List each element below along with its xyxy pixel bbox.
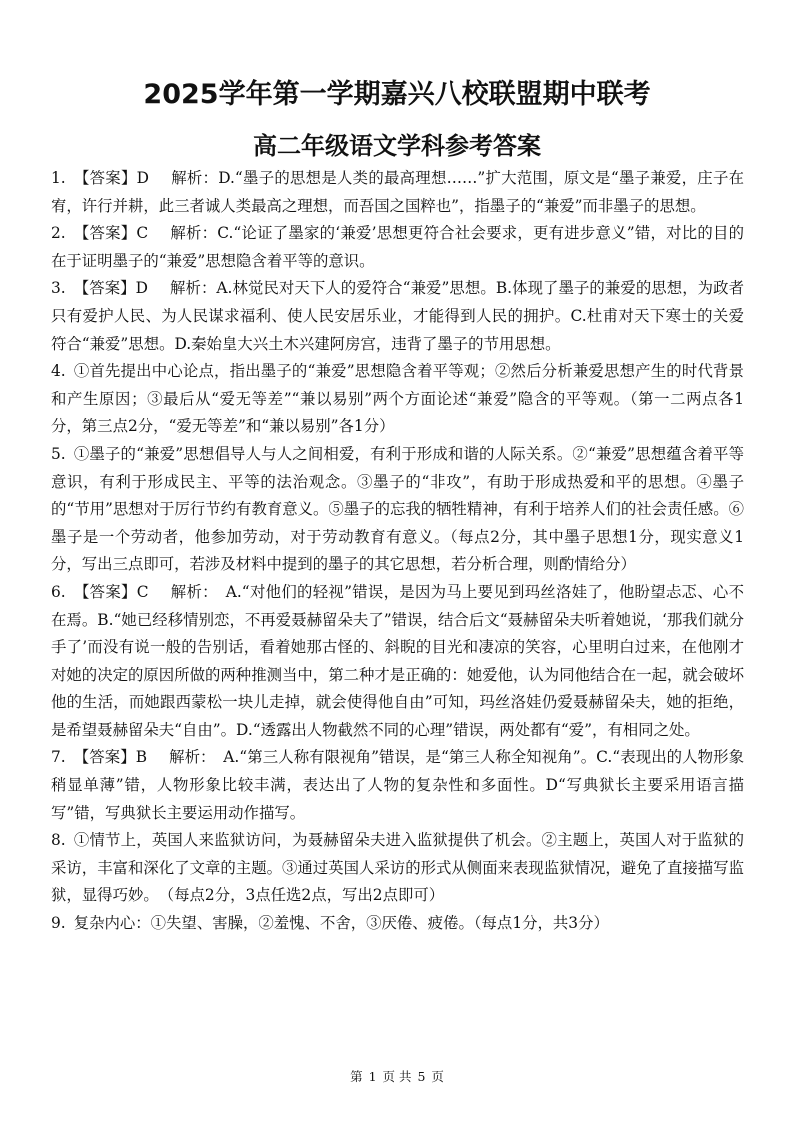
page-footer bbox=[0, 1067, 794, 1085]
item-number: 4. bbox=[51, 362, 66, 381]
answer-item-8 bbox=[51, 827, 744, 910]
item-text: 解析：D.“墨子的思想是人类的最高理想……”扩大范围，原文是“墨子兼爱，庄子在宥，许行并耕，此三者诚人类最高之理想，而吾国之国粹也”，指墨子的“兼爱”而非墨子的思想。 bbox=[51, 169, 744, 215]
item-number: 9. bbox=[51, 914, 66, 933]
page-number: 1 bbox=[368, 1069, 377, 1084]
answer-tag: 【答案】C bbox=[73, 224, 149, 243]
answer-item-6 bbox=[51, 579, 744, 745]
item-number: 7. bbox=[51, 748, 66, 767]
footer-middle: 页 共 bbox=[382, 1069, 412, 1084]
answer-item-4 bbox=[51, 358, 744, 441]
item-number: 6. bbox=[51, 582, 66, 601]
item-text: ①情节上，英国人来监狱访问，为聂赫留朵夫进入监狱提供了机会。②主题上，英国人对于监狱的采访，丰富和深化了文章的主题。③通过英国人采访的形式从侧面来表现监狱情况，避免了直接描写监狱，显得巧妙。 （每点2分，3点任选2点，写出2点即可） bbox=[51, 831, 744, 905]
item-text: 解析： A.“第三人称有限视角”错误，是“第三人称全知视角”。C.“表现出的人物形象稍显单薄”错，人物形象比较丰满，表达出了人物的复杂性和多面性。D“写典狱长主要采用语言描写”错，写典狱长主要运用动作描写。 bbox=[51, 748, 744, 822]
answer-item-7 bbox=[51, 744, 744, 827]
answer-tag: 【答案】D bbox=[73, 279, 148, 298]
item-text: 解析： A.“对他们的轻视”错误，是因为马上要见到玛丝洛娃了，他盼望忐忑、心不在焉。B.“她已经移情别恋，不再爱聂赫留朵夫了”错误，结合后文“聂赫留朵夫听着她说，‘那我们就分手了’而没有说一般的告别话，看着她那古怪的、斜睨的目光和凄凉的笑容，心里明白过来，在他刚才对她的决定的原因所做的两种推测当中，第二种才是正确的：她爱他，认为同他结合在一起，就会破坏他的生活，而她跟西蒙松一块儿走掉，就会使得他自由”可知，玛丝洛娃仍爱聂赫留朵夫，她的拒绝，是希望聂赫留朵夫“自由”。D.“透露出人物截然不同的心理”错误，两处都有“爱”，有相同之处。 bbox=[51, 582, 744, 739]
answer-item-2 bbox=[51, 220, 744, 275]
item-text: 解析：A.林觉民对天下人的爱符合“兼爱”思想。B.体现了墨子的兼爱的思想，为政者只有爱护人民、为人民谋求福利、使人民安居乐业，才能得到人民的拥护。C.杜甫对天下寒士的关爱符合“兼爱”思想。D.秦始皇大兴土木兴建阿房宫，违背了墨子的节用思想。 bbox=[51, 279, 744, 353]
item-number: 1. bbox=[51, 169, 66, 187]
item-text: ①首先提出中心论点，指出墨子的“兼爱”思想隐含着平等观；②然后分析兼爱思想产生的时代背景和产生原因；③最后从“爱无等差”“兼以易别”两个方面论述“兼爱”隐含的平等观。（第一二两点各1分，第三点2分，“爱无等差”和“兼以易别”各1分） bbox=[51, 362, 744, 436]
answer-key-subtitle: 高二年级语文学科参考答案 bbox=[253, 132, 541, 160]
answer-item-3 bbox=[51, 275, 744, 358]
page-total: 5 bbox=[417, 1069, 426, 1084]
answer-item-5 bbox=[51, 441, 744, 579]
item-text: 解析：C.“论证了墨家的‘兼爱’思想更符合社会要求，更有进步意义”错，对比的目的在于证明墨子的“兼爱”思想隐含着平等的意识。 bbox=[51, 224, 745, 270]
item-number: 8. bbox=[51, 831, 66, 850]
item-number: 2. bbox=[51, 224, 66, 243]
footer-suffix: 页 bbox=[431, 1069, 444, 1084]
item-number: 3. bbox=[51, 279, 66, 298]
footer-prefix: 第 bbox=[350, 1069, 363, 1084]
answer-tag: 【答案】D bbox=[73, 169, 149, 187]
answer-item-9 bbox=[51, 910, 744, 938]
answer-tag: 【答案】C bbox=[73, 582, 149, 601]
item-text: ①墨子的“兼爱”思想倡导人与人之间相爱，有利于形成和谐的人际关系。②“兼爱”思想蕴含着平等意识，有利于形成民主、平等的法治观念。③墨子的“非攻”，有助于形成热爱和平的思想。④墨子的“节用”思想对于厉行节约有教育意义。⑤墨子的忘我的牺牲精神，有利于培养人们的社会责任感。⑥墨子是一个劳动者，他参加劳动，对于劳动教育有意义。（每点2分，其中墨子思想1分，现实意义1分，写出三点即可，若涉及材料中提到的墨子的其它思想，若分析合理，则酌情给分） bbox=[51, 444, 744, 574]
answer-list bbox=[51, 165, 744, 938]
answer-item-1 bbox=[51, 165, 744, 220]
item-text: 复杂内心：①失望、害臊，②羞愧、不舍，③厌倦、疲倦。（每点1分，共3分） bbox=[73, 914, 609, 933]
answer-tag: 【答案】B bbox=[73, 748, 147, 767]
exam-title: 2025学年第一学期嘉兴八校联盟期中联考 bbox=[143, 79, 651, 110]
item-number: 5. bbox=[51, 444, 66, 463]
